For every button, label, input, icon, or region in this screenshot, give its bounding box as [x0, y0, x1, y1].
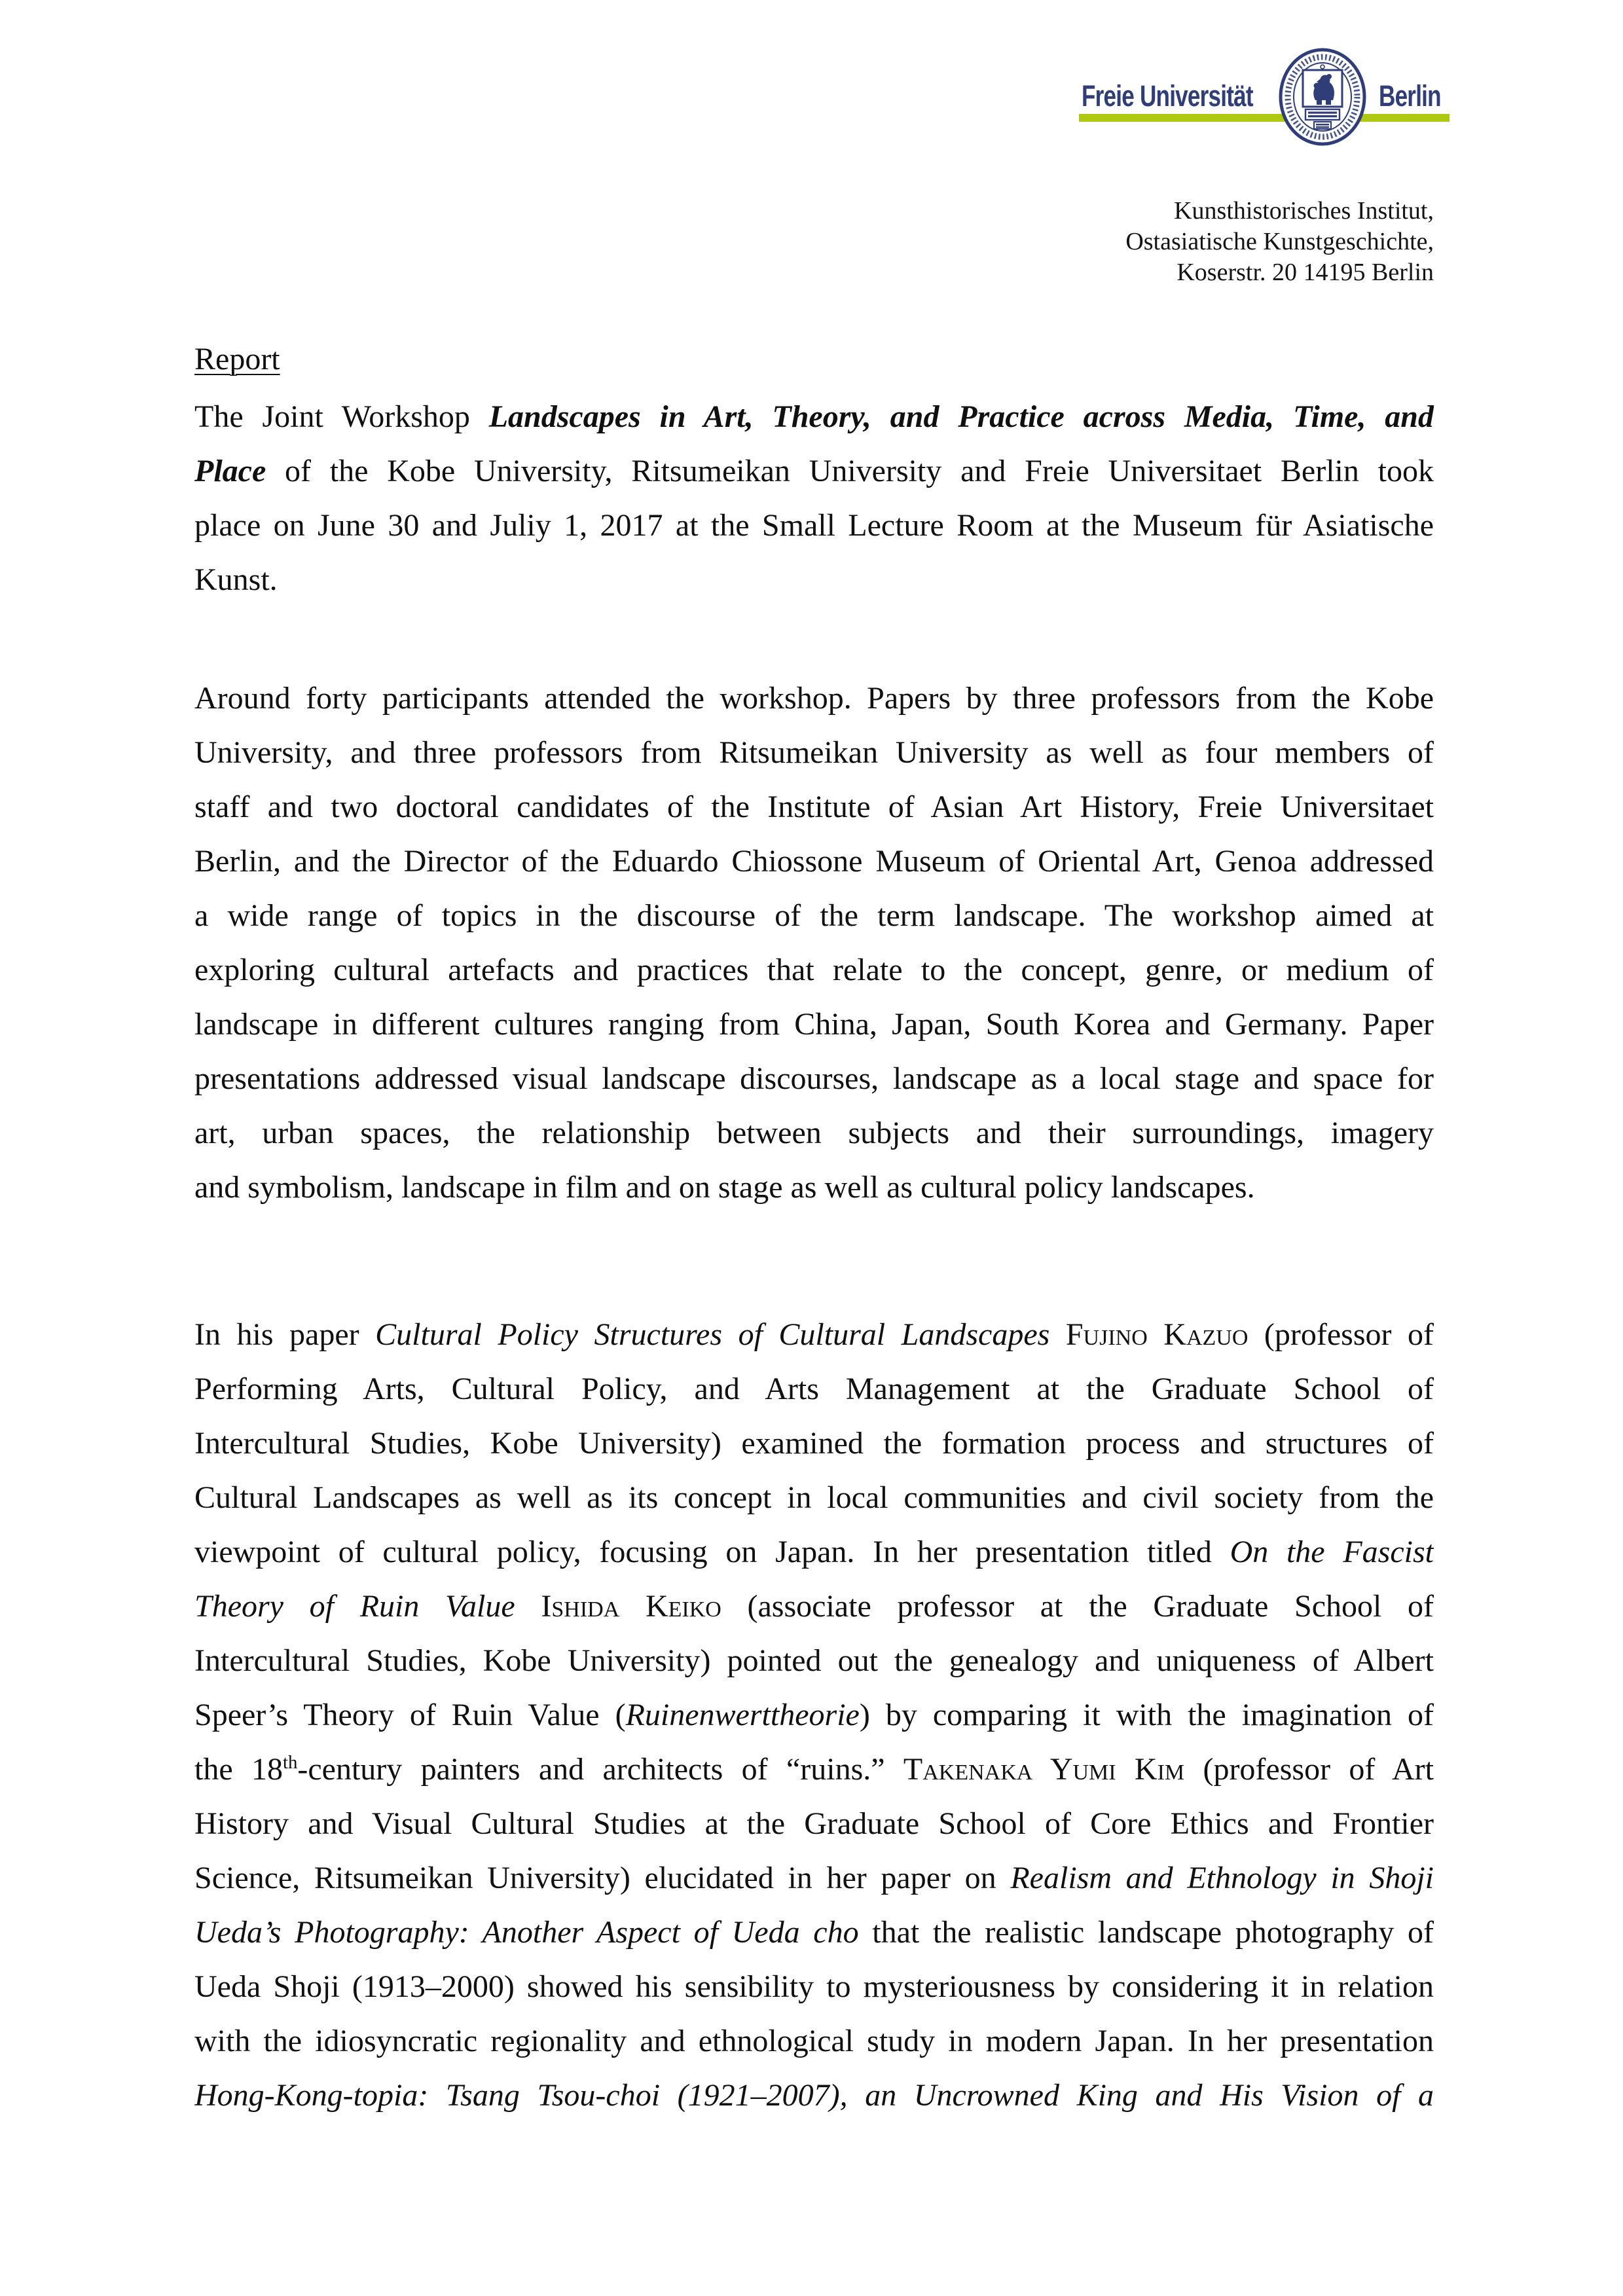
- text-line: [194, 1307, 1434, 1362]
- text-line: [194, 444, 1434, 498]
- text-segment: that the realistic landscape photography of: [858, 1915, 1434, 1950]
- text-line: [194, 1362, 1434, 1416]
- text-segment: University, and three professors from Ritsumeikan University as well as four members of: [194, 735, 1434, 770]
- text-segment: Theory of Ruin Value: [194, 1589, 515, 1624]
- text-segment: The Joint Workshop: [194, 399, 489, 434]
- text-segment: Ueda Shoji (1913–2000) showed his sensibility to mysteriousness by considering it in relation: [194, 1969, 1434, 2004]
- text-segment: exploring cultural artefacts and practices that relate to the concept, genre, or medium of: [194, 953, 1434, 987]
- text-line: [194, 390, 1434, 444]
- text-segment: [515, 1589, 541, 1624]
- text-segment: th: [282, 1752, 298, 1773]
- text-segment: Hong-Kong-topia: Tsang Tsou-choi (1921–2007), an Uncrowned King and His Vision of a: [194, 2078, 1434, 2113]
- text-line: [194, 943, 1434, 997]
- text-segment: (associate professor at the Graduate School of: [721, 1589, 1434, 1624]
- text-segment: In his paper: [194, 1317, 376, 1352]
- text-segment: landscape in different cultures ranging from China, Japan, South Korea and Germany. Paper: [194, 1007, 1434, 1042]
- text-segment: Cultural Landscapes as well as its concept in local communities and civil society from the: [194, 1480, 1434, 1515]
- paragraph-papers: [194, 1307, 1434, 2123]
- text-segment: History and Visual Cultural Studies at the Graduate School of Core Ethics and Frontier: [194, 1806, 1434, 1841]
- text-segment: ) by comparing it with the imagination of: [859, 1698, 1434, 1732]
- address-line-department: Ostasiatische Kunstgeschichte,: [1125, 228, 1434, 255]
- text-segment: Takenaka Yumi Kim: [903, 1752, 1185, 1787]
- text-segment: Performing Arts, Cultural Policy, and Arts Management at the Graduate School of: [194, 1372, 1434, 1406]
- text-line: [194, 1959, 1434, 2014]
- text-line: [194, 1905, 1434, 1959]
- text-segment: with the idiosyncratic regionality and ethnological study in modern Japan. In her presentation: [194, 2024, 1434, 2058]
- text-segment: On the Fascist: [1230, 1535, 1434, 1569]
- text-segment: Kunst.: [194, 562, 278, 597]
- report-heading: [194, 332, 1434, 386]
- text-line: [194, 2014, 1434, 2068]
- text-line: [194, 888, 1434, 943]
- text-segment: Speer’s Theory of Ruin Value (: [194, 1698, 626, 1732]
- text-segment: viewpoint of cultural policy, focusing on Japan. In her presentation titled: [194, 1535, 1230, 1569]
- text-segment: art, urban spaces, the relationship between subjects and their surroundings, imagery: [194, 1116, 1434, 1150]
- text-segment: Intercultural Studies, Kobe University) pointed out the genealogy and uniqueness of Albert: [194, 1643, 1434, 1678]
- text-line: [194, 1579, 1434, 1633]
- text-segment: [1049, 1317, 1066, 1352]
- text-line: [194, 1633, 1434, 1688]
- text-segment: -century painters and architects of “ruins.”: [297, 1752, 903, 1787]
- report-body: [194, 332, 1434, 2123]
- text-segment: (professor of: [1248, 1317, 1434, 1352]
- text-line: [194, 671, 1434, 725]
- institute-address: [1125, 196, 1434, 288]
- text-line: [194, 1796, 1434, 1851]
- text-segment: Landscapes in Art, Theory, and Practice across Media, Time, and: [488, 399, 1434, 434]
- text-line: [194, 1742, 1434, 1796]
- text-line: [194, 1160, 1434, 1214]
- text-segment: Cultural Policy Structures of Cultural Landscapes: [375, 1317, 1050, 1352]
- text-line: [194, 1688, 1434, 1742]
- text-line: [194, 1106, 1434, 1160]
- text-line: [194, 2068, 1434, 2123]
- text-line: [194, 498, 1434, 553]
- paragraph-participants: [194, 671, 1434, 1214]
- text-segment: Ueda’s Photography: Another Aspect of Ueda cho: [194, 1915, 859, 1950]
- text-segment: Intercultural Studies, Kobe University) examined the formation process and structures of: [194, 1426, 1434, 1461]
- text-line: [194, 1851, 1434, 1905]
- text-segment: a wide range of topics in the discourse of the term landscape. The workshop aimed at: [194, 898, 1434, 933]
- text-segment: of the Kobe University, Ritsumeikan University and Freie Universitaet Berlin took: [266, 454, 1434, 488]
- text-segment: and symbolism, landscape in film and on stage as well as cultural policy landscapes.: [194, 1170, 1255, 1205]
- fu-berlin-seal-icon: [1277, 46, 1368, 147]
- text-line: [194, 780, 1434, 834]
- text-line: [194, 834, 1434, 888]
- text-line: [194, 1051, 1434, 1106]
- text-segment: Around forty participants attended the workshop. Papers by three professors from the Kobe: [194, 681, 1434, 716]
- text-segment: staff and two doctoral candidates of the Institute of Asian Art History, Freie Universitaet: [194, 790, 1434, 824]
- logo-brand-left: Freie Universität: [1082, 79, 1253, 113]
- text-segment: (professor of Art: [1184, 1752, 1434, 1787]
- text-segment: Place: [194, 454, 266, 488]
- report-heading-label: Report: [194, 342, 280, 376]
- text-line: [194, 553, 1434, 607]
- text-segment: the 18: [194, 1752, 283, 1787]
- text-line: [194, 1525, 1434, 1579]
- logo-green-bar: [1079, 114, 1450, 122]
- paragraph-workshop-intro: [194, 390, 1434, 607]
- address-line-street: Koserstr. 20 14195 Berlin: [1176, 259, 1434, 286]
- text-line: [194, 1470, 1434, 1525]
- logo-brand-right: Berlin: [1379, 79, 1441, 113]
- text-segment: Ishida Keiko: [541, 1589, 721, 1624]
- text-line: [194, 997, 1434, 1051]
- text-segment: Berlin, and the Director of the Eduardo Chiossone Museum of Oriental Art, Genoa addressed: [194, 844, 1434, 879]
- text-segment: Fujino Kazuo: [1065, 1317, 1249, 1352]
- text-segment: place on June 30 and Juliy 1, 2017 at the Small Lecture Room at the Museum für Asiatische: [194, 508, 1434, 543]
- text-segment: Ruinenwerttheorie: [625, 1698, 860, 1732]
- text-line: [194, 725, 1434, 780]
- text-segment: Realism and Ethnology in Shoji: [1010, 1861, 1434, 1895]
- text-segment: presentations addressed visual landscape discourses, landscape as a local stage and space for: [194, 1061, 1434, 1096]
- text-line: [194, 1416, 1434, 1470]
- address-line-institute: Kunsthistorisches Institut,: [1174, 197, 1434, 225]
- text-segment: Science, Ritsumeikan University) elucidated in her paper on: [194, 1861, 1011, 1895]
